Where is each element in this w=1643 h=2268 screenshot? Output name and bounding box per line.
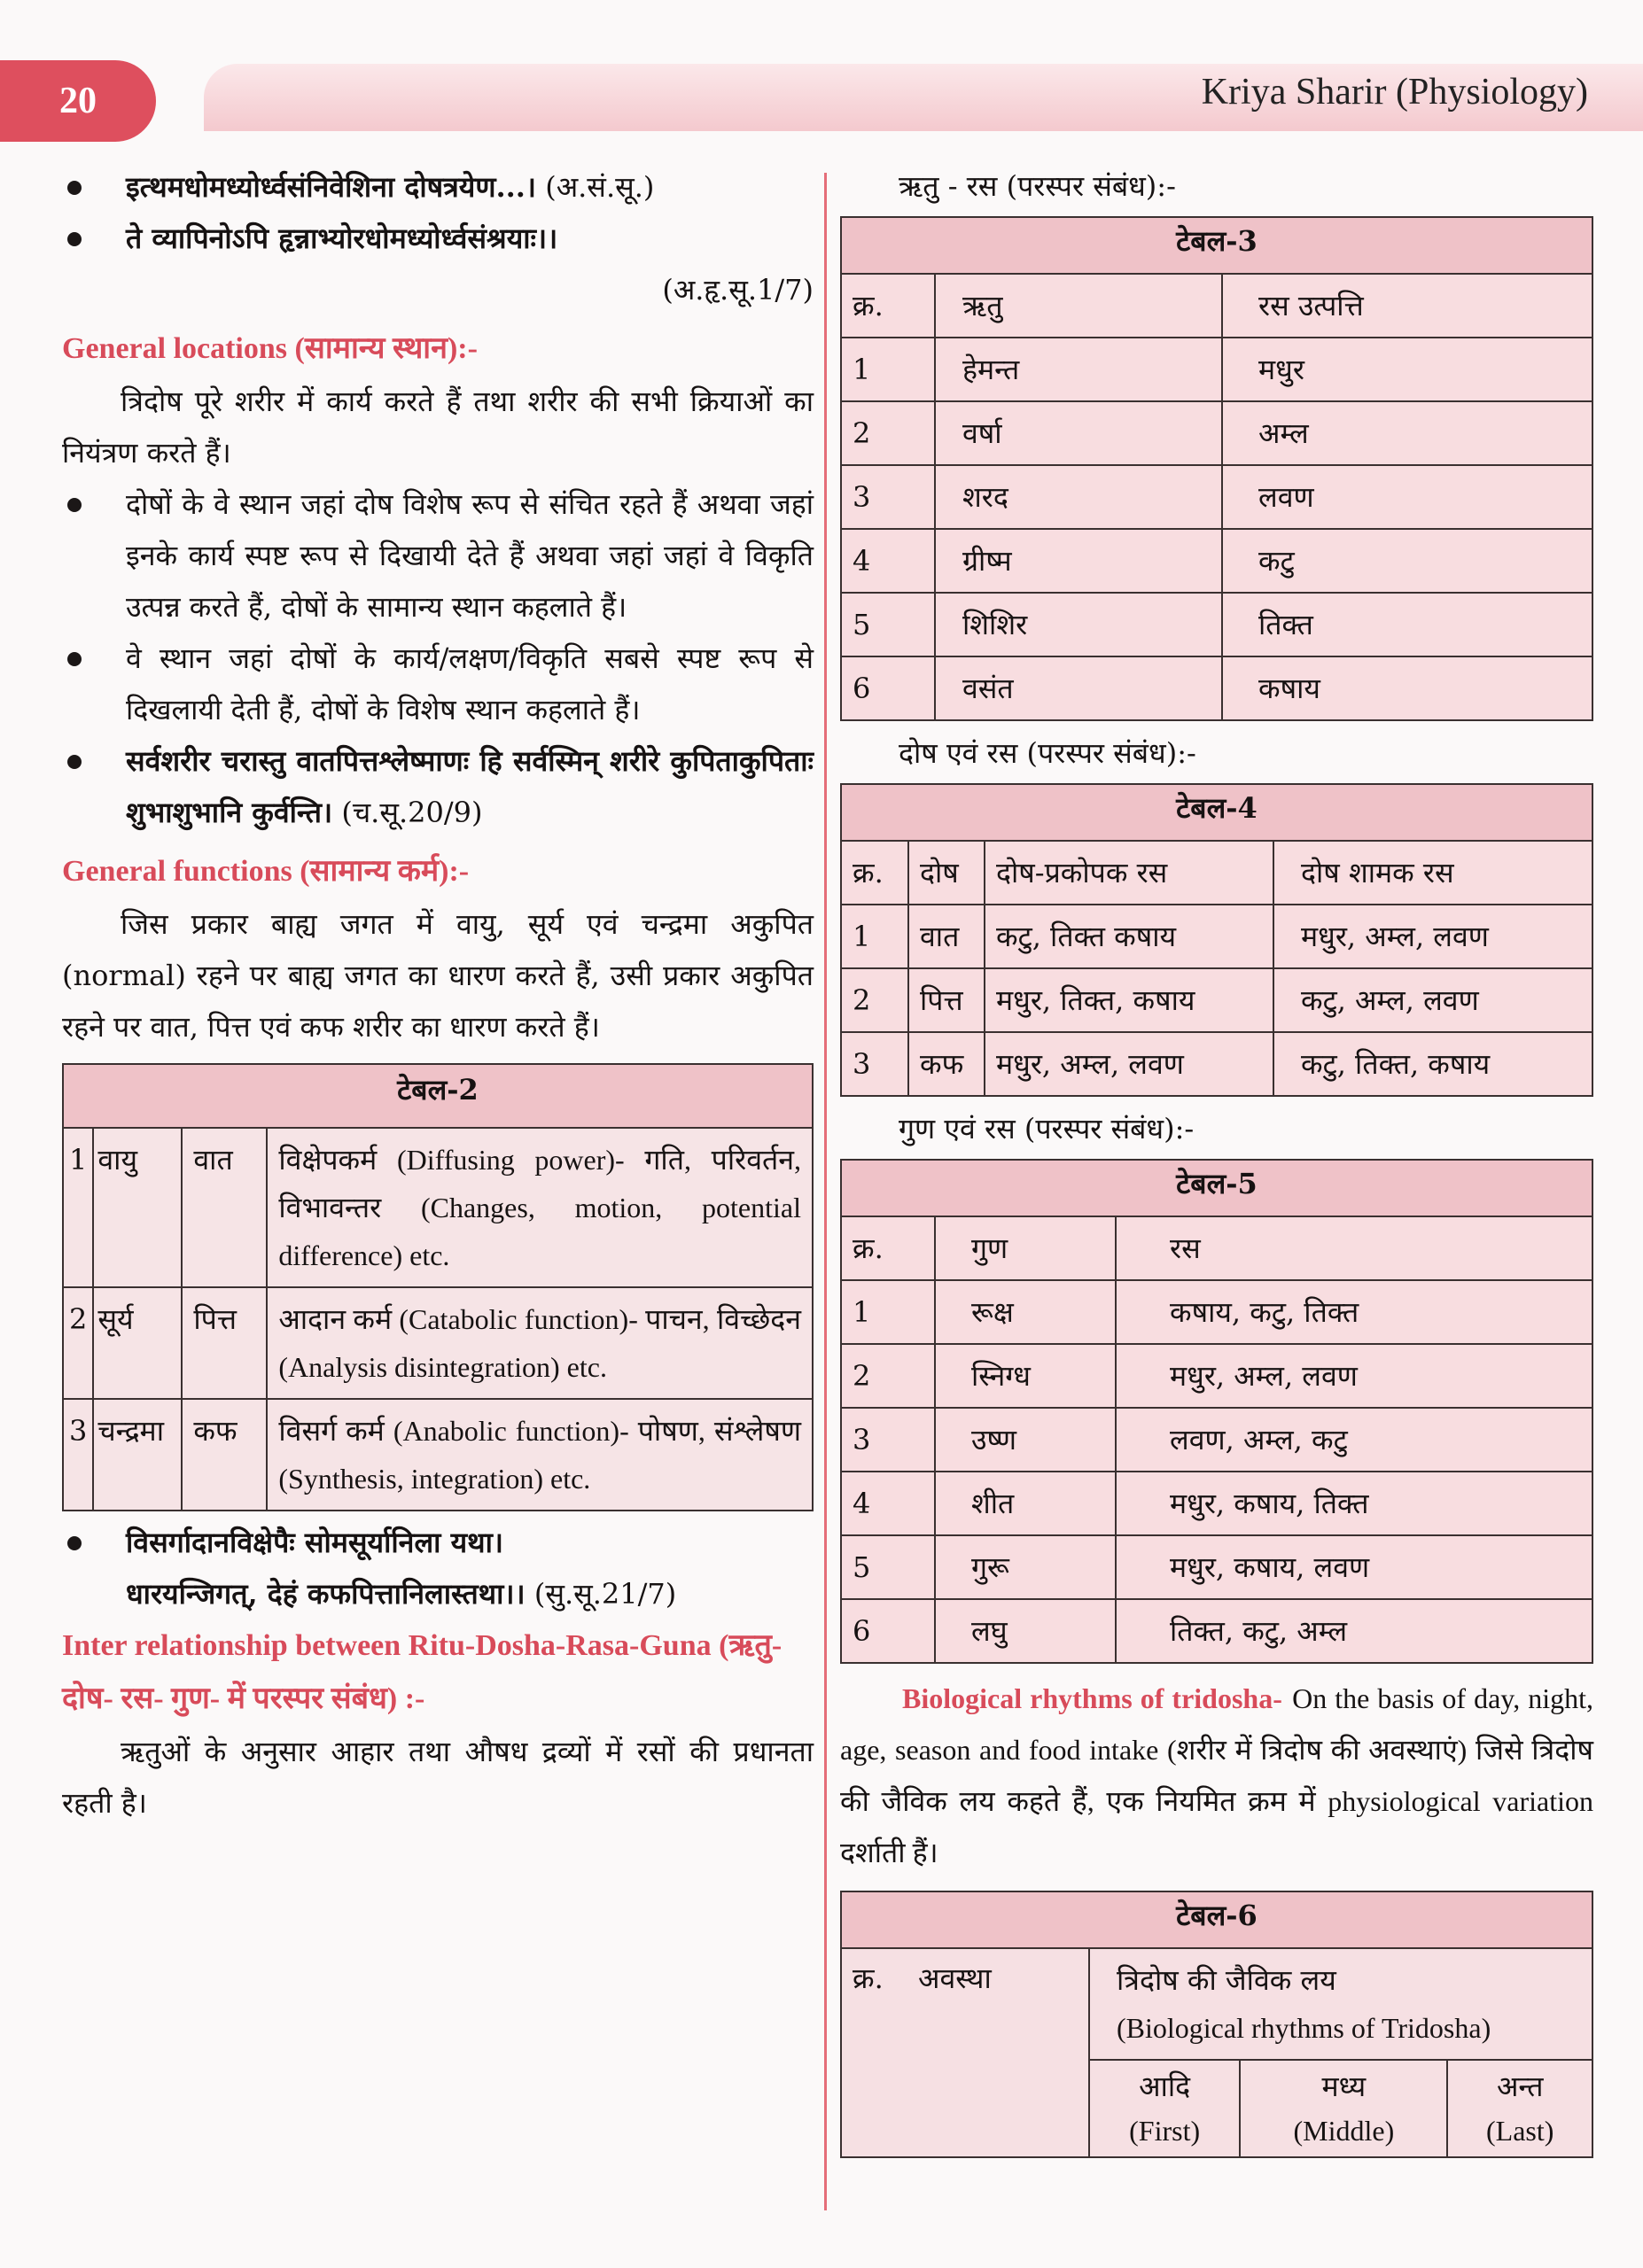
table-cell: लवण, अम्ल, कटु xyxy=(1116,1408,1592,1472)
sub-header-hindi: अन्त xyxy=(1496,2070,1544,2103)
table-cell: चन्द्रमा xyxy=(93,1399,182,1511)
sub-header-english: (Last) xyxy=(1486,2115,1554,2147)
section-heading: Inter relationship between Ritu-Dosha-Rasa-Guna (ऋतु-दोष- रस- गुण- में परस्पर संबंध) :- xyxy=(62,1629,783,1715)
table-row xyxy=(841,401,1592,465)
section-heading: General functions (सामान्य कर्म):- xyxy=(62,855,470,888)
column-header: क्र. xyxy=(841,274,935,338)
table-cell: 6 xyxy=(841,1599,935,1663)
verse-text: सर्वशरीर चरास्तु वातपित्तश्लेष्माणः हि सर्वस्मिन् शरीरे कुपिताकुपिताः शुभाशुभानि कुर्वन्ति। xyxy=(126,744,814,829)
table-row xyxy=(841,1599,1592,1663)
verse-ref: (अ.हृ.सू.1/7) xyxy=(662,273,814,307)
table-cell: 4 xyxy=(841,529,935,593)
table-row xyxy=(841,1032,1592,1096)
table-caption: गुण एवं रस (परस्पर संबंध):- xyxy=(899,1112,1195,1146)
table-cell: आदान कर्म (Catabolic function)- पाचन, विच्छेदन (Analysis disintegration) etc. xyxy=(267,1287,813,1399)
column-header: गुण xyxy=(935,1216,1116,1280)
table-row xyxy=(841,656,1592,720)
table-cell: ग्रीष्म xyxy=(935,529,1222,593)
section-heading: General locations (सामान्य स्थान):- xyxy=(62,332,478,365)
table-title: टेबल-6 xyxy=(841,1891,1592,1948)
sub-header xyxy=(1240,2060,1447,2157)
bullet-icon xyxy=(67,232,82,246)
list-item-text: वे स्थान जहां दोषों के कार्य/लक्षण/विकृति सबसे स्पष्ट रूप से दिखलायी देती हैं, दोषों के विशेष स्थान कहलाते हैं। xyxy=(126,641,814,726)
table-cell: कषाय, कटु, तिक्त xyxy=(1116,1280,1592,1344)
table-cell: 1 xyxy=(841,1280,935,1344)
verse-text: धारयन्जिगत्, देहं कफपित्तानिलास्तथा।। xyxy=(126,1577,526,1611)
sub-header-hindi: आदि xyxy=(1139,2070,1191,2103)
table-cell: 2 xyxy=(841,1344,935,1408)
table-title: टेबल-5 xyxy=(841,1160,1592,1216)
table-cell: 3 xyxy=(841,465,935,529)
table-cell: सूर्य xyxy=(93,1287,182,1399)
verse-text: इत्थमधोमध्योर्ध्वसंनिवेशिना दोषत्रयेण...। xyxy=(126,170,537,204)
table-cell: कटु xyxy=(1222,529,1592,593)
bullet-icon xyxy=(67,652,82,666)
list-item xyxy=(62,735,814,838)
column-divider xyxy=(824,173,827,2210)
table-row xyxy=(841,1535,1592,1599)
list-item xyxy=(62,633,814,735)
column-header: क्र. xyxy=(841,1948,907,2157)
table-cell: 5 xyxy=(841,593,935,656)
table-cell: उष्ण xyxy=(935,1408,1116,1472)
table-2 xyxy=(62,1063,814,1511)
table-caption: ऋतु - रस (परस्पर संबंध):- xyxy=(899,169,1176,203)
column-header: रस xyxy=(1116,1216,1592,1280)
table-row xyxy=(841,1280,1592,1344)
sub-header xyxy=(1447,2060,1592,2157)
bio-text: On the basis of day, night, age, season and food intake (शरीर में त्रिदोष की अवस्थाएं) जिसे त्रिदोष की जैविक लय कहते हैं, एक नियमित क्रम में physiological variation दर्शाती हैं। xyxy=(840,1682,1593,1868)
table-cell: वसंत xyxy=(935,656,1222,720)
table-cell: 5 xyxy=(841,1535,935,1599)
table-cell: वर्षा xyxy=(935,401,1222,465)
table-cell: तिक्त xyxy=(1222,593,1592,656)
bullet-icon xyxy=(67,181,82,195)
table-cell: अम्ल xyxy=(1222,401,1592,465)
table-cell: वायु xyxy=(93,1128,182,1287)
table-header-row xyxy=(841,1216,1592,1280)
right-column xyxy=(840,161,1593,2158)
table-cell: लघु xyxy=(935,1599,1116,1663)
table-cell: विक्षेपकर्म (Diffusing power)- गति, परिवर्तन, विभावन्तर (Changes, motion, potential difference) etc. xyxy=(267,1128,813,1287)
verse-bullet xyxy=(62,1517,814,1619)
bio-heading: Biological rhythms of tridosha- xyxy=(902,1682,1282,1714)
table-6 xyxy=(840,1891,1593,2158)
rhythm-header xyxy=(1089,1948,1592,2060)
column-header: अवस्था xyxy=(907,1948,1089,2157)
table-cell: शीत xyxy=(935,1472,1116,1535)
table-title: टेबल-2 xyxy=(63,1064,813,1128)
table-cell: 3 xyxy=(841,1408,935,1472)
table-cell: मधुर, अम्ल, लवण xyxy=(985,1032,1273,1096)
verse-ref: (अ.सं.सू.) xyxy=(545,170,655,204)
verse-bullet xyxy=(62,161,814,213)
table-header-row xyxy=(841,841,1592,905)
column-header-english: (Biological rhythms of Tridosha) xyxy=(1117,2012,1491,2044)
table-cell: 1 xyxy=(63,1128,93,1287)
table-cell: कफ xyxy=(908,1032,985,1096)
table-cell: 6 xyxy=(841,656,935,720)
table-row xyxy=(841,593,1592,656)
left-column xyxy=(62,161,814,1829)
table-cell: रूक्ष xyxy=(935,1280,1116,1344)
table-row xyxy=(841,529,1592,593)
table-row xyxy=(63,1128,813,1287)
table-cell: मधुर xyxy=(1222,338,1592,401)
table-cell: कटु, अम्ल, लवण xyxy=(1273,968,1592,1032)
bio-paragraph xyxy=(840,1673,1593,1878)
table-cell: कटु, तिक्त, कषाय xyxy=(1273,1032,1592,1096)
column-header: रस उत्पत्ति xyxy=(1222,274,1592,338)
table-cell: वात xyxy=(908,905,985,968)
sub-header-english: (First) xyxy=(1129,2115,1201,2147)
table-row xyxy=(841,338,1592,401)
table-cell: 2 xyxy=(63,1287,93,1399)
table-cell: 1 xyxy=(841,338,935,401)
column-header: दोष xyxy=(908,841,985,905)
column-header: क्र. xyxy=(841,1216,935,1280)
table-row xyxy=(63,1399,813,1511)
table-row xyxy=(63,1287,813,1399)
table-cell: पित्त xyxy=(908,968,985,1032)
verse-bullet xyxy=(62,213,814,264)
table-4 xyxy=(840,783,1593,1097)
table-row xyxy=(841,968,1592,1032)
verse-text: ते व्यापिनोऽपि हृन्नाभ्योरधोमध्योर्ध्वसंश्रयाः।। xyxy=(126,221,558,255)
table-cell: विसर्ग कर्म (Anabolic function)- पोषण, संश्लेषण (Synthesis, integration) etc. xyxy=(267,1399,813,1511)
table-cell: 3 xyxy=(841,1032,908,1096)
table-row xyxy=(841,1408,1592,1472)
table-cell: 3 xyxy=(63,1399,93,1511)
bullet-icon xyxy=(67,1536,82,1550)
paragraph: ऋतुओं के अनुसार आहार तथा औषध द्रव्यों में रसों की प्रधानता रहती है। xyxy=(62,1735,814,1820)
table-row xyxy=(841,905,1592,968)
table-header-row xyxy=(841,274,1592,338)
column-header: दोष-प्रकोपक रस xyxy=(985,841,1273,905)
table-cell: गुरू xyxy=(935,1535,1116,1599)
table-cell: 2 xyxy=(841,968,908,1032)
table-row xyxy=(841,465,1592,529)
table-cell: 1 xyxy=(841,905,908,968)
bullet-icon xyxy=(67,498,82,512)
verse-ref: (च.सू.20/9) xyxy=(341,796,483,829)
table-cell: लवण xyxy=(1222,465,1592,529)
sub-header-hindi: मध्य xyxy=(1321,2070,1367,2103)
column-header: ऋतु xyxy=(935,274,1222,338)
page-number: 20 xyxy=(0,60,156,142)
table-cell: पित्त xyxy=(182,1287,267,1399)
table-cell: कषाय xyxy=(1222,656,1592,720)
column-header: त्रिदोष की जैविक लय xyxy=(1117,1963,1336,1997)
table-cell: 4 xyxy=(841,1472,935,1535)
paragraph: जिस प्रकार बाह्य जगत में वायु, सूर्य एवं चन्द्रमा अकुपित (normal) रहने पर बाह्य जगत का धारण करते हैं, उसी प्रकार अकुपित रहने पर वात, पित्त एवं कफ शरीर का धारण करते हैं। xyxy=(62,907,814,1044)
column-header: क्र. xyxy=(841,841,908,905)
list-item xyxy=(62,478,814,633)
table-3 xyxy=(840,216,1593,721)
table-header-row xyxy=(841,1948,1592,2060)
table-cell: मधुर, तिक्त, कषाय xyxy=(985,968,1273,1032)
table-cell: मधुर, अम्ल, लवण xyxy=(1273,905,1592,968)
table-cell: स्निग्ध xyxy=(935,1344,1116,1408)
bullet-icon xyxy=(67,755,82,769)
table-cell: मधुर, अम्ल, लवण xyxy=(1116,1344,1592,1408)
verse-ref: (सु.सू.21/7) xyxy=(533,1577,677,1611)
column-header: दोष शामक रस xyxy=(1273,841,1592,905)
table-cell: शिशिर xyxy=(935,593,1222,656)
table-cell: शरद xyxy=(935,465,1222,529)
paragraph: त्रिदोष पूरे शरीर में कार्य करते हैं तथा शरीर की सभी क्रियाओं का नियंत्रण करते हैं। xyxy=(62,384,814,470)
table-cell: कफ xyxy=(182,1399,267,1511)
table-cell: कटु, तिक्त कषाय xyxy=(985,905,1273,968)
table-row xyxy=(841,1472,1592,1535)
table-title: टेबल-4 xyxy=(841,784,1592,841)
table-row xyxy=(841,1344,1592,1408)
sub-header-english: (Middle) xyxy=(1293,2115,1395,2147)
table-cell: वात xyxy=(182,1128,267,1287)
list-item-text: दोषों के वे स्थान जहां दोष विशेष रूप से संचित रहते हैं अथवा जहां इनके कार्य स्पष्ट रूप से दिखायी देते हैं अथवा जहां जहां वे विकृति उत्पन्न करते हैं, दोषों के सामान्य स्थान कहलाते हैं। xyxy=(126,487,814,624)
table-cell: मधुर, कषाय, तिक्त xyxy=(1116,1472,1592,1535)
table-cell: 2 xyxy=(841,401,935,465)
table-cell: तिक्त, कटु, अम्ल xyxy=(1116,1599,1592,1663)
table-cell: हेमन्त xyxy=(935,338,1222,401)
sub-header xyxy=(1089,2060,1240,2157)
table-caption: दोष एवं रस (परस्पर संबंध):- xyxy=(899,736,1196,770)
book-title: Kriya Sharir (Physiology) xyxy=(1201,72,1588,113)
verse-text: विसर्गादानविक्षेपैः सोमसूर्यानिला यथा। xyxy=(126,1526,503,1559)
table-title: टेबल-3 xyxy=(841,217,1592,274)
table-5 xyxy=(840,1159,1593,1664)
table-cell: मधुर, कषाय, लवण xyxy=(1116,1535,1592,1599)
